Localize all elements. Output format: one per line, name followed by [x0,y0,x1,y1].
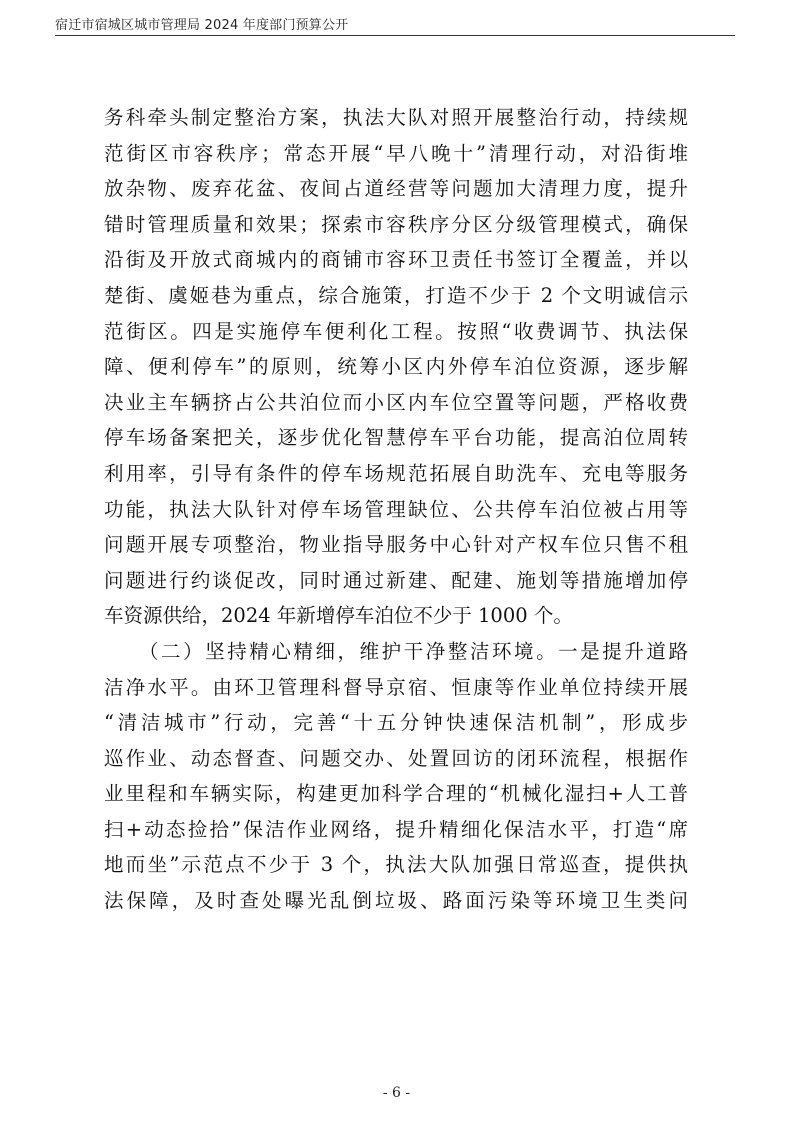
page-number: - 6 - [382,1085,411,1101]
text-line: 停车场备案把关，逐步优化智慧停车平台功能，提高泊位周转 [104,426,688,450]
text-line: 地而坐”示范点不少于 3 个，执法大队加强日常巡查，提供执 [104,853,688,877]
text-line: 问题开展专项整治，物业指导服务中心针对产权车位只售不租 [104,533,688,557]
text-line: 范街区。四是实施停车便利化工程。按照“收费调节、执法保 [104,319,688,343]
text-line: 放杂物、废弃花盆、夜间占道经营等问题加大清理力度，提升 [104,177,688,201]
header-divider [55,35,735,36]
text-line: 洁净水平。由环卫管理科督导京宿、恒康等作业单位持续开展 [104,675,688,699]
text-line: 问题进行约谈促改，同时通过新建、配建、施划等措施增加停 [104,568,688,592]
text-line: “清洁城市”行动，完善“十五分钟快速保洁机制”，形成步 [104,711,688,735]
text-line: 利用率，引导有条件的停车场规范拓展自助洗车、充电等服务 [104,461,688,485]
text-line: 巡作业、动态督查、问题交办、处置回访的闭环流程，根据作 [104,746,688,770]
text-line: 决业主车辆挤占公共泊位而小区内车位空置等问题，严格收费 [104,390,688,414]
text-line: 沿街及开放式商城内的商铺市容环卫责任书签订全覆盖，并以 [104,248,688,272]
text-line: 扫+动态捡拾”保洁作业网络，提升精细化保洁水平，打造“席 [104,817,688,841]
text-line: 范街区市容秩序；常态开展“早八晚十”清理行动，对沿街堆 [104,141,688,165]
text-line: 障、便利停车”的原则，统筹小区内外停车泊位资源，逐步解 [104,355,688,379]
text-line: 业里程和车辆实际，构建更加科学合理的“机械化湿扫+人工普 [104,782,688,806]
text-line: 车资源供给，2024 年新增停车泊位不少于 1000 个。 [104,604,573,628]
section-heading-line: （二）坚持精心精细，维护干净整洁环境。一是提升道路 [139,639,688,663]
document-header-title: 宿迁市宿城区城市管理局 2024 年度部门预算公开 [55,18,349,33]
text-line: 法保障，及时查处曝光乱倒垃圾、路面污染等环境卫生类问 [104,889,688,913]
document-body [104,100,688,919]
text-line: 务科牵头制定整治方案，执法大队对照开展整治行动，持续规 [104,106,688,129]
text-line: 功能，执法大队针对停车场管理缺位、公共停车泊位被占用等 [104,497,688,521]
text-line: 错时管理质量和效果；探索市容秩序分区分级管理模式，确保 [104,212,688,236]
text-line: 楚街、虞姬巷为重点，综合施策，打造不少于 2 个文明诚信示 [104,283,688,307]
